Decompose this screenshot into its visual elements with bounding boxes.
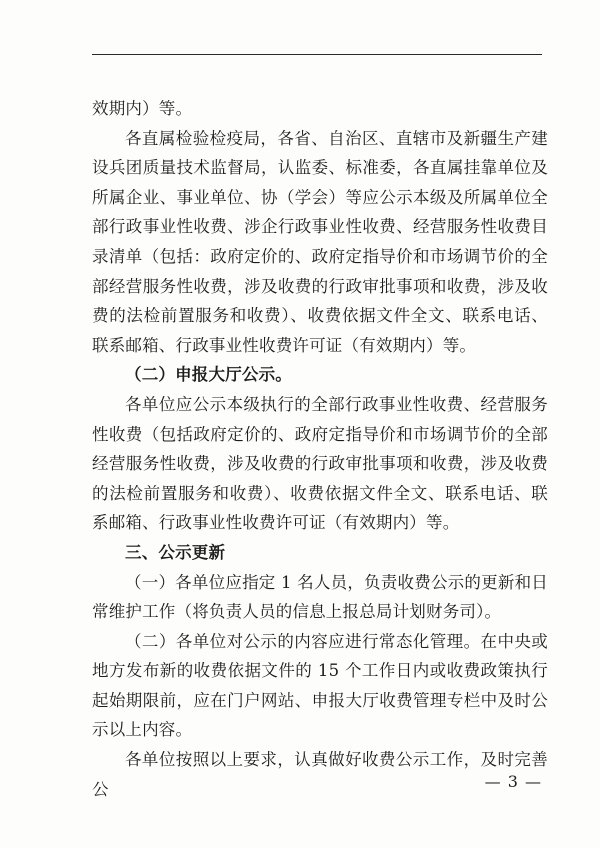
page-number: — 3 — bbox=[484, 772, 542, 791]
paragraph-update-1: （一）各单位应指定 1 名人员，负责收费公示的更新和日常维护工作（将负责人员的信息上报总局计划财务司）。 bbox=[92, 572, 548, 622]
paragraph-closing: 各单位按照以上要求，认真做好收费公示工作，及时完善公 bbox=[92, 750, 548, 799]
paragraph-scope: 各直属检验检疫局，各省、自治区、直辖市及新疆生产建设兵团质量技术监督局，认监委、标准委，各直属挂靠单位及所属企业、事业单位、协（学会）等应公示本级及所属单位全部行政事业性收费、涉企行政事业性收费、经营服务性收费目录清单（包括：政府定价的、政府定指导价和市场调节价的全部经营服务性收费，涉及收费的行政审批事项和收费，涉及收费的法检前置服务和收费）、收费依据文件全文、联系电话、联系邮箱、行政事业性收费许可证（有效期内）等。 bbox=[92, 128, 548, 355]
paragraph-continuation: 效期内）等。 bbox=[92, 99, 193, 118]
section-heading-update: 三、公示更新 bbox=[125, 542, 226, 562]
paragraph-update-2: （二）各单位对公示的内容应进行常态化管理。在中央或地方发布新的收费依据文件的 15 个工作日内或收费政策执行起始期限前，应在门户网站、申报大厅收费管理专栏中及时公示以上内容。 bbox=[92, 631, 548, 740]
document-body bbox=[92, 94, 548, 804]
paragraph-hall: 各单位应公示本级执行的全部行政事业性收费、经营服务性收费（包括政府定价的、政府定指导价和市场调节价的全部经营服务性收费，涉及收费的行政审批事项和收费，涉及收费的法检前置服务和收费）、收费依据文件全文、联系电话、联系邮箱、行政事业性收费许可证（有效期内）等。 bbox=[92, 394, 548, 533]
section-heading-hall: （二）申报大厅公示。 bbox=[125, 365, 292, 385]
header-rule bbox=[92, 54, 542, 55]
